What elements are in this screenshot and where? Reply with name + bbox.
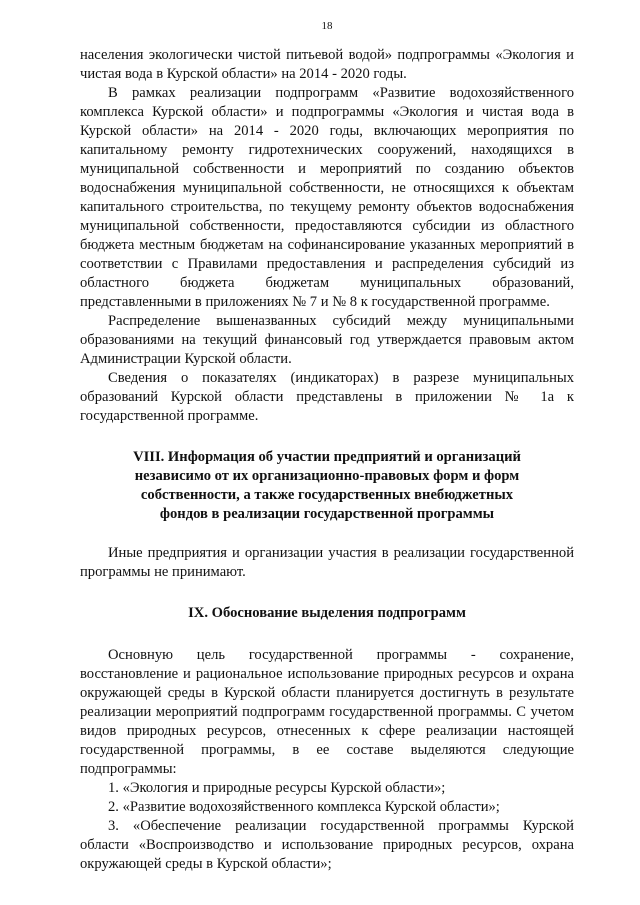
section-8-paragraph: Иные предприятия и организации участия в реализации государственной программы не принимают. bbox=[80, 545, 574, 580]
section-8-heading bbox=[80, 448, 574, 524]
section-8-heading-line: фондов в реализации государственной программы bbox=[159, 506, 495, 522]
section-8-heading-line: VIII. Информация об участии предприятий и организаций bbox=[133, 449, 521, 465]
paragraph-continuation: населения экологически чистой питьевой водой» подпрограммы «Экология и чистая вода в Курской области» на 2014 - 2020 годы. bbox=[80, 47, 574, 82]
section-9-heading: IX. Обоснование выделения подпрограмм bbox=[188, 605, 466, 621]
subprogram-list-item: 3. «Обеспечение реализации государственной программы Курской области «Воспроизводство и использование природных ресурсов, охрана окружающей среды в Курской области»; bbox=[80, 818, 574, 872]
page-number: 18 bbox=[321, 20, 333, 32]
section-8-heading-line: собственности, а также государственных внебюджетных bbox=[140, 487, 514, 503]
subprogram-list-item: 1. «Экология и природные ресурсы Курской области»; bbox=[108, 780, 446, 796]
paragraph-distribution: Распределение вышеназванных субсидий между муниципальными образованиями на текущий финансовый год утверждается правовым актом Администрации Курской области. bbox=[80, 313, 574, 367]
paragraph-indicators: Сведения о показателях (индикаторах) в разрезе муниципальных образований Курской области представлены в приложении № 1а к государственной программе. bbox=[80, 370, 574, 424]
subprogram-list-item: 2. «Развитие водохозяйственного комплекса Курской области»; bbox=[108, 799, 500, 815]
section-8-heading-line: независимо от их организационно-правовых форм и форм bbox=[134, 468, 520, 484]
section-9-paragraph: Основную цель государственной программы - сохранение, восстановление и рациональное использование природных ресурсов и охрана окружающей среды в Курской области планируется достигнуть в результате реализации мероприятий подпрограмм государственной программы. С учетом видов природных ресурсов, отнесенных к сфере реализации настоящей государственной программы, в ее составе выделяются следующие подпрограммы: bbox=[80, 647, 574, 777]
paragraph-subsidies: В рамках реализации подпрограмм «Развитие водохозяйственного комплекса Курской области» и подпрограммы «Экология и чистая вода в Курской области» на 2014 - 2020 годы, включающих мероприятия по капитальному ремонту гидротехнических сооружений, находящихся в муниципальной собственности и мероприятий по созданию объектов водоснабжения муниципальной собственности, не относящихся к объектам капитального строительства, по текущему ремонту объектов водоснабжения муниципальной собственности, предоставляются субсидии из областного бюджета местным бюджетам на софинансирование указанных мероприятий в соответствии с Правилами предоставления и распределения субсидий из областного бюджета бюджетам муниципальных образований, представленными в приложениях № 7 и № 8 к государственной программе. bbox=[80, 85, 574, 310]
